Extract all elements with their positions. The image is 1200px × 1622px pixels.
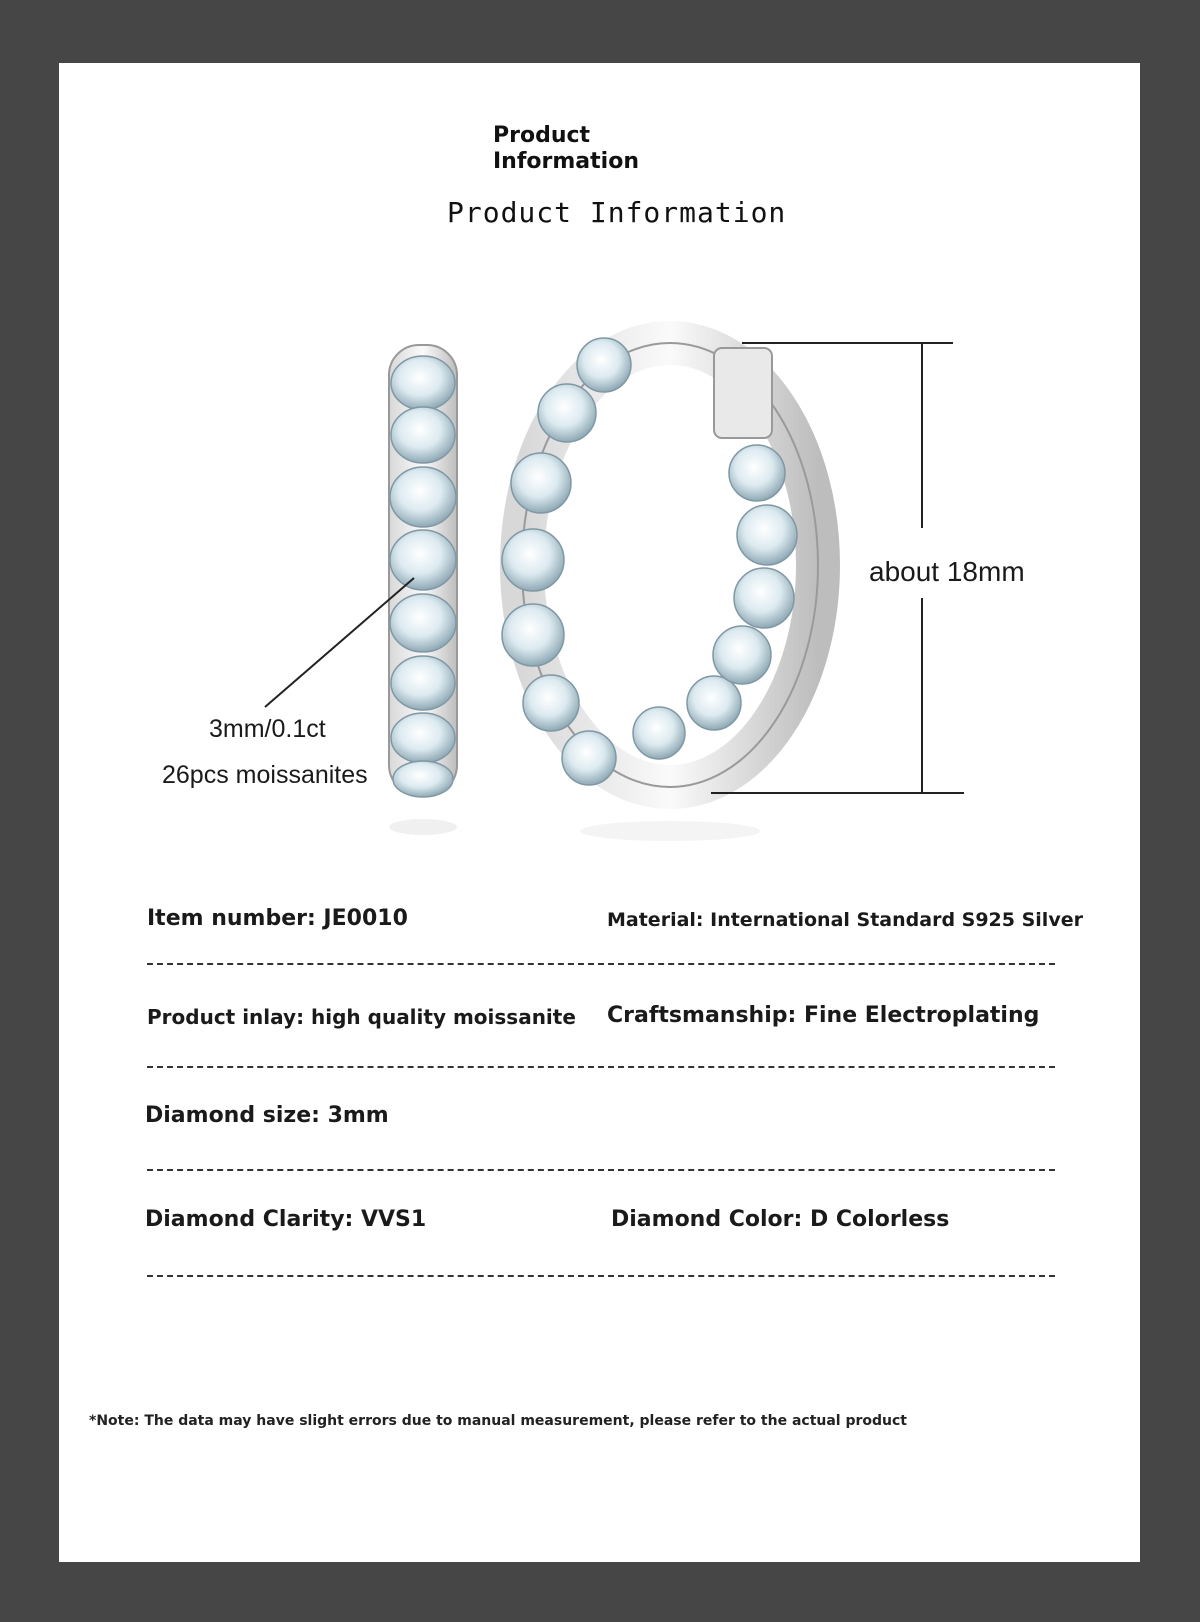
divider-4 <box>147 1275 1055 1277</box>
hoop-earring <box>502 338 818 787</box>
diamond-color: Diamond Color: D Colorless <box>611 1207 950 1232</box>
small-title-line2: Information <box>493 149 639 174</box>
material: Material: International Standard S925 Silver <box>607 909 1083 931</box>
product-sheet <box>59 63 1140 1562</box>
craftsmanship: Craftsmanship: Fine Electroplating <box>607 1003 1040 1028</box>
stone-label: 3mm/0.1ct <box>209 715 326 743</box>
divider-3 <box>147 1169 1055 1171</box>
size-label: about 18mm <box>869 556 1025 587</box>
small-title-line1: Product <box>493 123 591 148</box>
diamond-size: Diamond size: 3mm <box>145 1103 389 1128</box>
product-inlay: Product inlay: high quality moissanite <box>147 1005 576 1029</box>
side-view-earring <box>389 345 457 797</box>
divider-2 <box>147 1066 1055 1068</box>
diamond-clarity: Diamond Clarity: VVS1 <box>145 1207 427 1232</box>
measurement-note: *Note: The data may have slight errors due to manual measurement, please refer to the actual product <box>89 1413 908 1429</box>
page-title: Product Information <box>447 196 787 229</box>
item-number: Item number: JE0010 <box>147 906 408 931</box>
divider-1 <box>147 963 1055 965</box>
stone-count-label: 26pcs moissanites <box>162 761 368 789</box>
